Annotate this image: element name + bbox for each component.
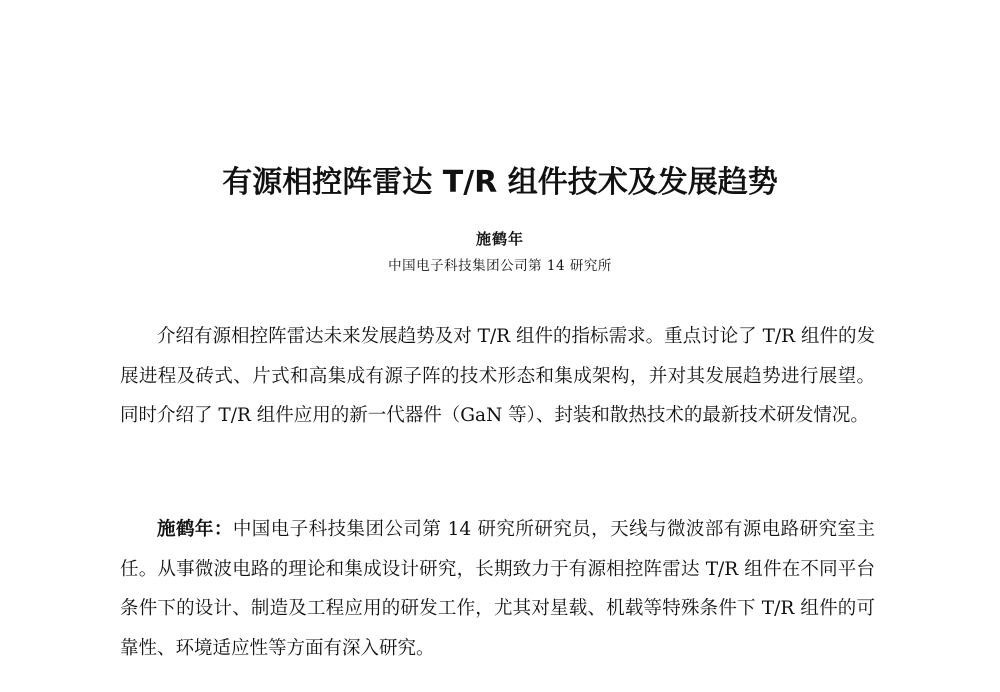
bio-author-name: 施鹤年：	[157, 519, 233, 540]
bio-text: 中国电子科技集团公司第 14 研究所研究员，天线与微波部有源电路研究室主任。从事微波电路的理论和集成设计研究，长期致力于有源相控阵雷达 T/R 组件在不同平台条件下的设计、制造及工程应用的研发工作，尤其对星载、机载等特殊条件下 T/R 组件的可靠性、环境适应性等方面有深入研究。	[120, 519, 875, 659]
author-name: 施鹤年	[475, 230, 524, 248]
author-affiliation: 中国电子科技集团公司第 14 研究所	[388, 258, 612, 274]
abstract-paragraph: 介绍有源相控阵雷达未来发展趋势及对 T/R 组件的指标需求。重点讨论了 T/R 组件的发展进程及砖式、片式和高集成有源子阵的技术形态和集成架构，并对其发展趋势进行展望。同时介绍了 T/R 组件应用的新一代器件（GaN 等）、封装和散热技术的最新技术研发情况。	[120, 326, 875, 426]
author-bio-paragraph	[120, 510, 875, 668]
paper-title: 有源相控阵雷达 T/R 组件技术及发展趋势	[222, 165, 778, 200]
